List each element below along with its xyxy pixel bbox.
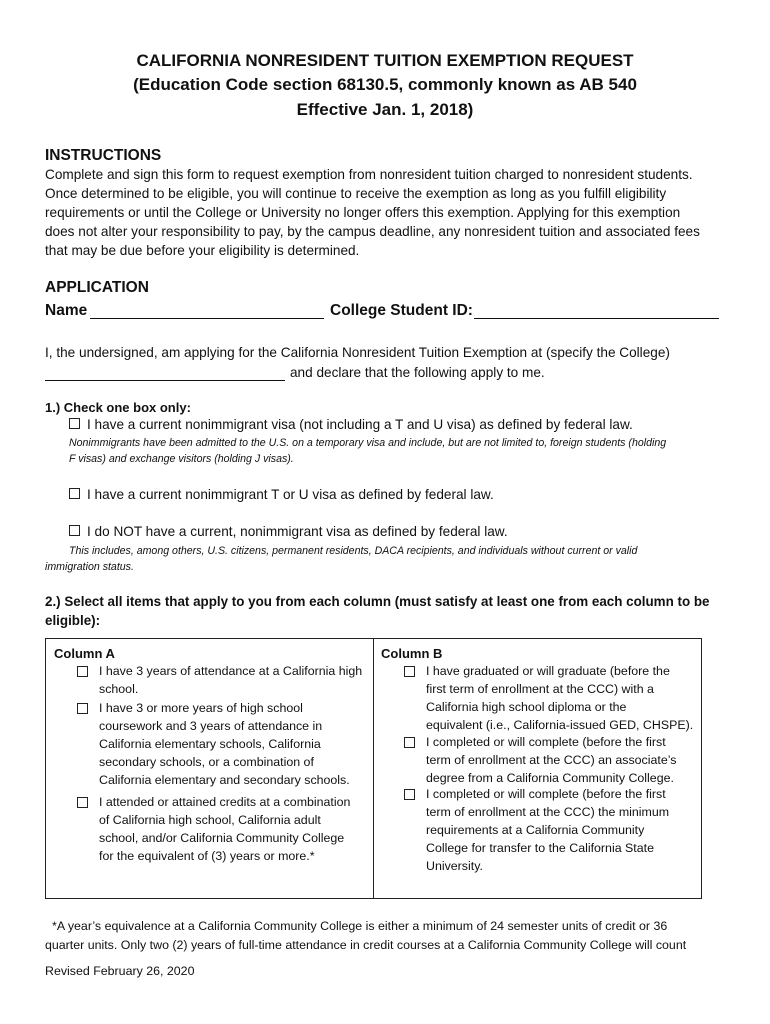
instructions-text-line3: requirements or until the College or University no longer offers this exemption. Applying for this exemption (45, 205, 681, 220)
column-b-item-2-line3: degree from a California Community College. (426, 771, 674, 785)
eligibility-columns-table (45, 638, 702, 899)
column-b-item-3-line2: term of enrollment at the CCC) the minimum (426, 805, 670, 819)
application-heading: APPLICATION (45, 279, 149, 296)
section2-heading-line1: 2.) Select all items that apply to you from each column (must satisfy at least one from each column to be (45, 594, 710, 609)
option3-note-line2: immigration status. (45, 561, 134, 573)
column-b-item-3-line5: University. (426, 859, 483, 873)
column-a-item-3-line2: of California high school, California adult (99, 813, 321, 827)
column-a-item-3-line3: school, and/or California Community College (99, 831, 345, 845)
section1-heading: 1.) Check one box only: (45, 400, 191, 415)
column-a-title: Column A (54, 646, 115, 661)
footnote-line2: quarter units. Only two (2) years of full-time attendance in credit courses at a California Community College will count (45, 938, 687, 952)
section2-heading-line2: eligible): (45, 613, 101, 628)
checkbox-column-a-item-1[interactable] (77, 666, 88, 677)
column-b-item-2-line1: I completed or will complete (before the first (426, 735, 666, 749)
checkbox-column-a-item-2[interactable] (77, 703, 88, 714)
column-a-item-2-line5: California elementary and secondary schools. (99, 773, 350, 787)
form-title-line2: (Education Code section 68130.5, commonly known as AB 540 (133, 75, 637, 94)
checkbox-nonimmigrant-visa[interactable] (69, 418, 80, 429)
form-title-line1: CALIFORNIA NONRESIDENT TUITION EXEMPTION REQUEST (136, 51, 634, 70)
footnote-line1: *A year’s equivalence at a California Community College is either a minimum of 24 semester units of credit or 36 (52, 919, 668, 933)
option3-note-line1: This includes, among others, U.S. citizens, permanent residents, DACA recipients, and individuals without current or valid (69, 545, 638, 557)
column-a-item-2 (77, 699, 372, 791)
declaration-line2: and declare that the following apply to me. (290, 365, 545, 380)
column-b-item-1-line2: first term of enrollment at the CCC) with a (426, 682, 654, 696)
instructions-text-line4: does not alter your responsibility to pay, by the campus deadline, any nonresident tuition and associated fees (45, 224, 700, 239)
declaration-line1: I, the undersigned, am applying for the California Nonresident Tuition Exemption at (specify the College) (45, 345, 670, 360)
column-b-item-2-line2: term of enrollment at the CCC) an associate’s (426, 753, 677, 767)
checkbox-t-u-visa[interactable] (69, 488, 80, 499)
checkbox-no-visa[interactable] (69, 525, 80, 536)
option-nonimmigrant-visa (69, 417, 633, 432)
checkbox-column-b-item-2[interactable] (404, 737, 415, 748)
column-a-item-1-line1: I have 3 years of attendance at a California high (99, 664, 363, 678)
form-title-line3: Effective Jan. 1, 2018) (296, 100, 474, 119)
name-field[interactable] (90, 303, 324, 319)
option1-note-line1: Nonimmigrants have been admitted to the U.S. on a temporary visa and include, but are not limited to, foreign students (holding (69, 437, 667, 449)
column-a-item-2-line2: coursework and 3 years of attendance in (99, 719, 323, 733)
option-no-visa (69, 524, 508, 539)
column-b-item-1 (404, 662, 699, 734)
column-a-item-1 (77, 662, 372, 698)
column-a-item-3-line1: I attended or attained credits at a combination (99, 795, 351, 809)
name-label: Name (45, 302, 88, 319)
column-divider (373, 639, 374, 898)
column-a-item-1-line2: school. (99, 682, 139, 696)
column-b-item-2 (404, 733, 699, 787)
option-t-u-visa (69, 487, 494, 502)
column-b-item-3 (404, 785, 699, 877)
option1-note-line2: F visas) and exchange visitors (holding J visas). (69, 453, 294, 465)
student-id-label: College Student ID: (330, 302, 473, 319)
instructions-text-line1: Complete and sign this form to request exemption from nonresident tuition charged to nonresident students. (45, 167, 693, 182)
column-b-item-1-line1: I have graduated or will graduate (before the (426, 664, 670, 678)
checkbox-column-b-item-3[interactable] (404, 789, 415, 800)
column-b-item-3-line4: College for transfer to the California State (426, 841, 654, 855)
college-name-field[interactable] (45, 365, 285, 381)
column-b-item-3-line1: I completed or will complete (before the first (426, 787, 666, 801)
column-a-item-3-line4: for the equivalent of (3) years or more.* (99, 849, 315, 863)
checkbox-column-b-item-1[interactable] (404, 666, 415, 677)
option-t-u-visa-label: I have a current nonimmigrant T or U visa as defined by federal law. (87, 487, 494, 502)
instructions-heading: INSTRUCTIONS (45, 147, 162, 164)
column-b-item-1-line4: equivalent (i.e., California-issued GED, CHSPE). (426, 718, 694, 732)
column-a-item-2-line1: I have 3 or more years of high school (99, 701, 303, 715)
column-a-item-2-line3: California elementary schools, California (99, 737, 321, 751)
column-b-item-1-line3: California high school diploma or the (426, 700, 627, 714)
option-nonimmigrant-visa-label: I have a current nonimmigrant visa (not including a T and U visa) as defined by federal law. (87, 417, 633, 432)
column-a-item-2-line4: secondary schools, or a combination of (99, 755, 314, 769)
column-a-item-3 (77, 793, 372, 867)
revised-date: Revised February 26, 2020 (45, 964, 195, 978)
column-b-item-3-line3: requirements at a California Community (426, 823, 645, 837)
checkbox-column-a-item-3[interactable] (77, 797, 88, 808)
column-b-title: Column B (381, 646, 443, 661)
student-id-field[interactable] (474, 303, 719, 319)
instructions-text-line2: Once determined to be eligible, you will continue to receive the exemption as long as you fulfill eligibility (45, 186, 667, 201)
instructions-text-line5: that may be due before your eligibility is determined. (45, 243, 360, 258)
option-no-visa-label: I do NOT have a current, nonimmigrant visa as defined by federal law. (87, 524, 508, 539)
